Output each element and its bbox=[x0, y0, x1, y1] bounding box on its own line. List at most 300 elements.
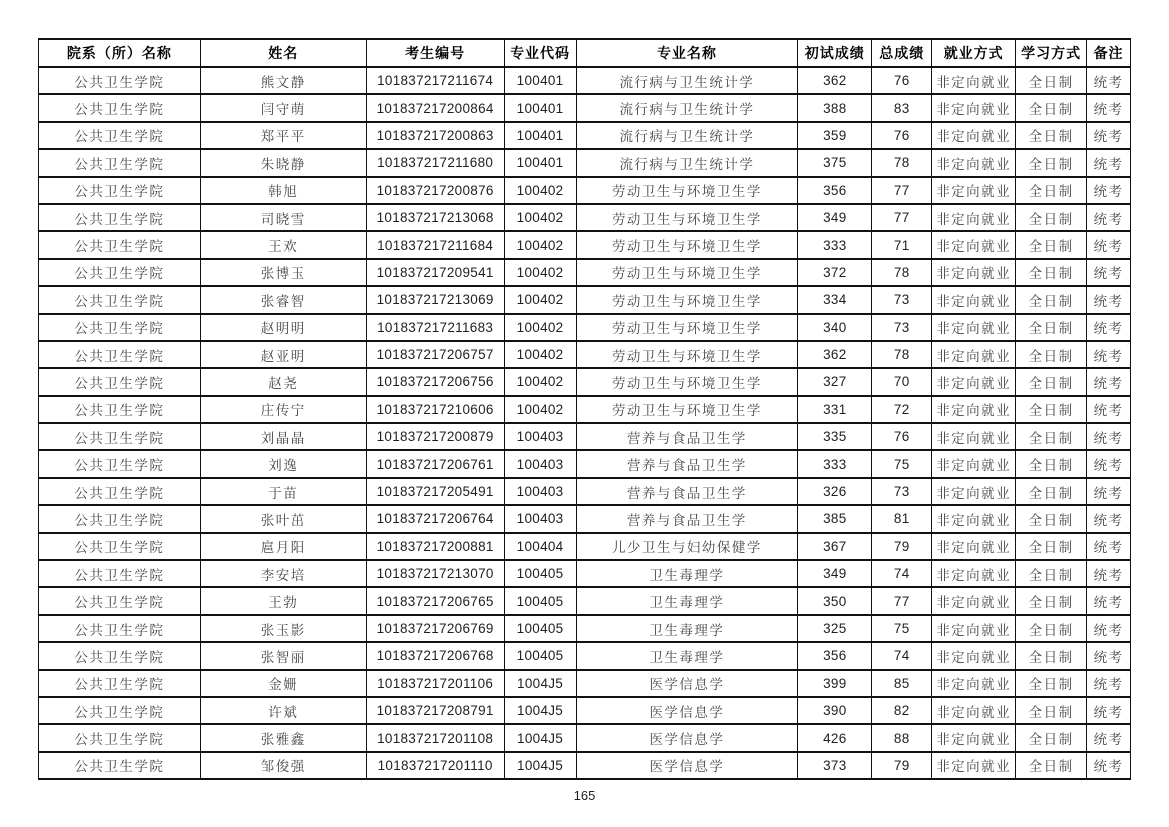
cell-major-name: 医学信息学 bbox=[576, 697, 798, 724]
cell-candidate-id: 101837217213068 bbox=[366, 204, 504, 231]
cell-major-code: 1004J5 bbox=[504, 724, 576, 751]
cell-major-code: 100404 bbox=[504, 533, 576, 560]
table-row bbox=[39, 615, 1131, 642]
cell-major-name: 医学信息学 bbox=[576, 670, 798, 697]
cell-employment-type: 非定向就业 bbox=[932, 122, 1016, 149]
cell-major-code: 100405 bbox=[504, 642, 576, 669]
table-row bbox=[39, 231, 1131, 258]
column-header-major-name: 专业名称 bbox=[576, 39, 798, 67]
cell-remark: 统考 bbox=[1087, 670, 1131, 697]
column-header-name: 姓名 bbox=[200, 39, 366, 67]
cell-study-mode: 全日制 bbox=[1016, 314, 1087, 341]
cell-employment-type: 非定向就业 bbox=[932, 314, 1016, 341]
cell-name: 刘逸 bbox=[200, 450, 366, 477]
cell-remark: 统考 bbox=[1087, 341, 1131, 368]
cell-major-code: 100402 bbox=[504, 286, 576, 313]
cell-department: 公共卫生学院 bbox=[39, 670, 201, 697]
cell-remark: 统考 bbox=[1087, 560, 1131, 587]
cell-study-mode: 全日制 bbox=[1016, 560, 1087, 587]
cell-name: 扈月阳 bbox=[200, 533, 366, 560]
cell-major-code: 1004J5 bbox=[504, 697, 576, 724]
cell-employment-type: 非定向就业 bbox=[932, 204, 1016, 231]
cell-major-code: 100403 bbox=[504, 450, 576, 477]
cell-initial-score: 335 bbox=[798, 423, 872, 450]
admission-results-table-container bbox=[38, 38, 1131, 780]
table-row bbox=[39, 478, 1131, 505]
cell-study-mode: 全日制 bbox=[1016, 204, 1087, 231]
cell-major-code: 100401 bbox=[504, 94, 576, 121]
cell-employment-type: 非定向就业 bbox=[932, 670, 1016, 697]
cell-study-mode: 全日制 bbox=[1016, 396, 1087, 423]
cell-study-mode: 全日制 bbox=[1016, 642, 1087, 669]
table-row bbox=[39, 533, 1131, 560]
cell-major-name: 流行病与卫生统计学 bbox=[576, 94, 798, 121]
cell-candidate-id: 101837217206761 bbox=[366, 450, 504, 477]
cell-initial-score: 372 bbox=[798, 259, 872, 286]
table-row bbox=[39, 724, 1131, 751]
column-header-remark: 备注 bbox=[1087, 39, 1131, 67]
cell-study-mode: 全日制 bbox=[1016, 752, 1087, 779]
cell-major-name: 医学信息学 bbox=[576, 724, 798, 751]
cell-candidate-id: 101837217200863 bbox=[366, 122, 504, 149]
cell-major-code: 100405 bbox=[504, 560, 576, 587]
cell-employment-type: 非定向就业 bbox=[932, 423, 1016, 450]
cell-name: 赵尧 bbox=[200, 368, 366, 395]
cell-candidate-id: 101837217200881 bbox=[366, 533, 504, 560]
cell-remark: 统考 bbox=[1087, 204, 1131, 231]
cell-initial-score: 388 bbox=[798, 94, 872, 121]
cell-department: 公共卫生学院 bbox=[39, 67, 201, 94]
cell-department: 公共卫生学院 bbox=[39, 314, 201, 341]
cell-remark: 统考 bbox=[1087, 450, 1131, 477]
cell-initial-score: 349 bbox=[798, 204, 872, 231]
cell-employment-type: 非定向就业 bbox=[932, 149, 1016, 176]
cell-remark: 统考 bbox=[1087, 724, 1131, 751]
table-row bbox=[39, 752, 1131, 779]
cell-major-code: 100401 bbox=[504, 149, 576, 176]
cell-remark: 统考 bbox=[1087, 149, 1131, 176]
cell-remark: 统考 bbox=[1087, 587, 1131, 614]
cell-major-code: 100402 bbox=[504, 177, 576, 204]
cell-total-score: 76 bbox=[872, 67, 932, 94]
cell-employment-type: 非定向就业 bbox=[932, 94, 1016, 121]
cell-major-code: 100401 bbox=[504, 67, 576, 94]
cell-name: 庄传宁 bbox=[200, 396, 366, 423]
cell-total-score: 78 bbox=[872, 341, 932, 368]
cell-major-name: 劳动卫生与环境卫生学 bbox=[576, 231, 798, 258]
cell-total-score: 71 bbox=[872, 231, 932, 258]
cell-department: 公共卫生学院 bbox=[39, 396, 201, 423]
cell-name: 邹俊强 bbox=[200, 752, 366, 779]
cell-initial-score: 373 bbox=[798, 752, 872, 779]
cell-candidate-id: 101837217201108 bbox=[366, 724, 504, 751]
cell-total-score: 70 bbox=[872, 368, 932, 395]
cell-employment-type: 非定向就业 bbox=[932, 450, 1016, 477]
cell-candidate-id: 101837217201110 bbox=[366, 752, 504, 779]
cell-candidate-id: 101837217211674 bbox=[366, 67, 504, 94]
cell-total-score: 85 bbox=[872, 670, 932, 697]
cell-remark: 统考 bbox=[1087, 368, 1131, 395]
cell-department: 公共卫生学院 bbox=[39, 286, 201, 313]
cell-study-mode: 全日制 bbox=[1016, 231, 1087, 258]
cell-candidate-id: 101837217210606 bbox=[366, 396, 504, 423]
cell-department: 公共卫生学院 bbox=[39, 505, 201, 532]
cell-major-name: 儿少卫生与妇幼保健学 bbox=[576, 533, 798, 560]
cell-employment-type: 非定向就业 bbox=[932, 231, 1016, 258]
cell-major-code: 100402 bbox=[504, 231, 576, 258]
cell-major-code: 100402 bbox=[504, 314, 576, 341]
cell-department: 公共卫生学院 bbox=[39, 94, 201, 121]
column-header-department: 院系（所）名称 bbox=[39, 39, 201, 67]
cell-name: 张玉影 bbox=[200, 615, 366, 642]
cell-name: 张雅鑫 bbox=[200, 724, 366, 751]
table-row bbox=[39, 587, 1131, 614]
cell-candidate-id: 101837217213069 bbox=[366, 286, 504, 313]
cell-total-score: 77 bbox=[872, 204, 932, 231]
cell-study-mode: 全日制 bbox=[1016, 670, 1087, 697]
cell-employment-type: 非定向就业 bbox=[932, 560, 1016, 587]
cell-total-score: 78 bbox=[872, 149, 932, 176]
cell-candidate-id: 101837217200879 bbox=[366, 423, 504, 450]
cell-major-name: 劳动卫生与环境卫生学 bbox=[576, 204, 798, 231]
cell-major-code: 100405 bbox=[504, 615, 576, 642]
cell-name: 熊文静 bbox=[200, 67, 366, 94]
table-row bbox=[39, 122, 1131, 149]
cell-candidate-id: 101837217206764 bbox=[366, 505, 504, 532]
cell-total-score: 73 bbox=[872, 314, 932, 341]
cell-department: 公共卫生学院 bbox=[39, 450, 201, 477]
cell-remark: 统考 bbox=[1087, 505, 1131, 532]
cell-initial-score: 375 bbox=[798, 149, 872, 176]
cell-major-code: 100402 bbox=[504, 204, 576, 231]
cell-department: 公共卫生学院 bbox=[39, 368, 201, 395]
cell-employment-type: 非定向就业 bbox=[932, 697, 1016, 724]
table-row bbox=[39, 642, 1131, 669]
cell-name: 赵明明 bbox=[200, 314, 366, 341]
cell-employment-type: 非定向就业 bbox=[932, 615, 1016, 642]
cell-major-code: 1004J5 bbox=[504, 670, 576, 697]
column-header-study-mode: 学习方式 bbox=[1016, 39, 1087, 67]
table-row bbox=[39, 341, 1131, 368]
cell-candidate-id: 101837217211683 bbox=[366, 314, 504, 341]
table-row bbox=[39, 259, 1131, 286]
cell-total-score: 74 bbox=[872, 560, 932, 587]
cell-initial-score: 333 bbox=[798, 450, 872, 477]
table-row bbox=[39, 314, 1131, 341]
cell-study-mode: 全日制 bbox=[1016, 368, 1087, 395]
cell-initial-score: 340 bbox=[798, 314, 872, 341]
cell-major-name: 流行病与卫生统计学 bbox=[576, 122, 798, 149]
cell-study-mode: 全日制 bbox=[1016, 587, 1087, 614]
cell-employment-type: 非定向就业 bbox=[932, 341, 1016, 368]
cell-study-mode: 全日制 bbox=[1016, 615, 1087, 642]
cell-study-mode: 全日制 bbox=[1016, 67, 1087, 94]
table-row bbox=[39, 450, 1131, 477]
cell-total-score: 73 bbox=[872, 286, 932, 313]
cell-candidate-id: 101837217206757 bbox=[366, 341, 504, 368]
cell-remark: 统考 bbox=[1087, 122, 1131, 149]
cell-major-code: 100402 bbox=[504, 341, 576, 368]
cell-study-mode: 全日制 bbox=[1016, 286, 1087, 313]
cell-name: 闫守萌 bbox=[200, 94, 366, 121]
cell-department: 公共卫生学院 bbox=[39, 560, 201, 587]
cell-initial-score: 385 bbox=[798, 505, 872, 532]
cell-major-name: 卫生毒理学 bbox=[576, 642, 798, 669]
cell-initial-score: 426 bbox=[798, 724, 872, 751]
cell-name: 金姗 bbox=[200, 670, 366, 697]
cell-initial-score: 327 bbox=[798, 368, 872, 395]
table-row bbox=[39, 94, 1131, 121]
cell-employment-type: 非定向就业 bbox=[932, 587, 1016, 614]
column-header-total-score: 总成绩 bbox=[872, 39, 932, 67]
cell-name: 郑平平 bbox=[200, 122, 366, 149]
cell-major-code: 100403 bbox=[504, 505, 576, 532]
cell-initial-score: 399 bbox=[798, 670, 872, 697]
cell-initial-score: 356 bbox=[798, 642, 872, 669]
cell-department: 公共卫生学院 bbox=[39, 587, 201, 614]
cell-remark: 统考 bbox=[1087, 67, 1131, 94]
cell-employment-type: 非定向就业 bbox=[932, 752, 1016, 779]
cell-initial-score: 390 bbox=[798, 697, 872, 724]
table-row bbox=[39, 505, 1131, 532]
table-row bbox=[39, 177, 1131, 204]
cell-employment-type: 非定向就业 bbox=[932, 67, 1016, 94]
cell-employment-type: 非定向就业 bbox=[932, 286, 1016, 313]
cell-initial-score: 362 bbox=[798, 341, 872, 368]
cell-major-code: 1004J5 bbox=[504, 752, 576, 779]
cell-department: 公共卫生学院 bbox=[39, 122, 201, 149]
cell-name: 朱晓静 bbox=[200, 149, 366, 176]
cell-department: 公共卫生学院 bbox=[39, 642, 201, 669]
cell-remark: 统考 bbox=[1087, 615, 1131, 642]
cell-total-score: 79 bbox=[872, 533, 932, 560]
cell-study-mode: 全日制 bbox=[1016, 724, 1087, 751]
cell-total-score: 76 bbox=[872, 122, 932, 149]
table-row bbox=[39, 368, 1131, 395]
cell-name: 司晓雪 bbox=[200, 204, 366, 231]
cell-name: 张睿智 bbox=[200, 286, 366, 313]
cell-major-name: 劳动卫生与环境卫生学 bbox=[576, 341, 798, 368]
cell-candidate-id: 101837217211680 bbox=[366, 149, 504, 176]
cell-study-mode: 全日制 bbox=[1016, 450, 1087, 477]
cell-candidate-id: 101837217209541 bbox=[366, 259, 504, 286]
cell-total-score: 73 bbox=[872, 478, 932, 505]
cell-major-name: 劳动卫生与环境卫生学 bbox=[576, 314, 798, 341]
cell-name: 张博玉 bbox=[200, 259, 366, 286]
cell-major-name: 劳动卫生与环境卫生学 bbox=[576, 368, 798, 395]
cell-remark: 统考 bbox=[1087, 94, 1131, 121]
cell-total-score: 79 bbox=[872, 752, 932, 779]
cell-major-code: 100403 bbox=[504, 478, 576, 505]
cell-remark: 统考 bbox=[1087, 231, 1131, 258]
cell-remark: 统考 bbox=[1087, 177, 1131, 204]
cell-initial-score: 325 bbox=[798, 615, 872, 642]
cell-total-score: 81 bbox=[872, 505, 932, 532]
cell-major-name: 劳动卫生与环境卫生学 bbox=[576, 259, 798, 286]
cell-candidate-id: 101837217206756 bbox=[366, 368, 504, 395]
cell-study-mode: 全日制 bbox=[1016, 259, 1087, 286]
cell-department: 公共卫生学院 bbox=[39, 423, 201, 450]
cell-remark: 统考 bbox=[1087, 423, 1131, 450]
cell-major-name: 卫生毒理学 bbox=[576, 615, 798, 642]
cell-total-score: 76 bbox=[872, 423, 932, 450]
cell-employment-type: 非定向就业 bbox=[932, 642, 1016, 669]
table-row bbox=[39, 67, 1131, 94]
table-row bbox=[39, 670, 1131, 697]
cell-major-name: 营养与食品卫生学 bbox=[576, 450, 798, 477]
cell-name: 赵亚明 bbox=[200, 341, 366, 368]
column-header-candidate-id: 考生编号 bbox=[366, 39, 504, 67]
cell-major-code: 100403 bbox=[504, 423, 576, 450]
cell-study-mode: 全日制 bbox=[1016, 149, 1087, 176]
cell-major-name: 营养与食品卫生学 bbox=[576, 505, 798, 532]
cell-candidate-id: 101837217205491 bbox=[366, 478, 504, 505]
cell-remark: 统考 bbox=[1087, 478, 1131, 505]
cell-major-name: 卫生毒理学 bbox=[576, 587, 798, 614]
cell-total-score: 78 bbox=[872, 259, 932, 286]
cell-employment-type: 非定向就业 bbox=[932, 396, 1016, 423]
admission-results-table bbox=[38, 38, 1131, 780]
cell-total-score: 75 bbox=[872, 450, 932, 477]
cell-major-name: 营养与食品卫生学 bbox=[576, 423, 798, 450]
cell-major-code: 100405 bbox=[504, 587, 576, 614]
table-row bbox=[39, 423, 1131, 450]
column-header-major-code: 专业代码 bbox=[504, 39, 576, 67]
cell-name: 刘晶晶 bbox=[200, 423, 366, 450]
cell-total-score: 75 bbox=[872, 615, 932, 642]
page-number: 165 bbox=[573, 788, 596, 803]
cell-major-name: 劳动卫生与环境卫生学 bbox=[576, 177, 798, 204]
cell-department: 公共卫生学院 bbox=[39, 752, 201, 779]
table-row bbox=[39, 560, 1131, 587]
cell-initial-score: 359 bbox=[798, 122, 872, 149]
cell-department: 公共卫生学院 bbox=[39, 478, 201, 505]
cell-study-mode: 全日制 bbox=[1016, 423, 1087, 450]
cell-employment-type: 非定向就业 bbox=[932, 505, 1016, 532]
cell-department: 公共卫生学院 bbox=[39, 341, 201, 368]
cell-remark: 统考 bbox=[1087, 533, 1131, 560]
cell-initial-score: 326 bbox=[798, 478, 872, 505]
cell-employment-type: 非定向就业 bbox=[932, 259, 1016, 286]
cell-major-name: 劳动卫生与环境卫生学 bbox=[576, 286, 798, 313]
cell-department: 公共卫生学院 bbox=[39, 615, 201, 642]
cell-remark: 统考 bbox=[1087, 286, 1131, 313]
cell-initial-score: 349 bbox=[798, 560, 872, 587]
table-header-row bbox=[39, 39, 1131, 67]
cell-department: 公共卫生学院 bbox=[39, 533, 201, 560]
cell-candidate-id: 101837217213070 bbox=[366, 560, 504, 587]
table-row bbox=[39, 149, 1131, 176]
cell-study-mode: 全日制 bbox=[1016, 177, 1087, 204]
cell-study-mode: 全日制 bbox=[1016, 533, 1087, 560]
cell-name: 张智丽 bbox=[200, 642, 366, 669]
cell-candidate-id: 101837217200876 bbox=[366, 177, 504, 204]
cell-department: 公共卫生学院 bbox=[39, 149, 201, 176]
cell-study-mode: 全日制 bbox=[1016, 341, 1087, 368]
cell-candidate-id: 101837217206765 bbox=[366, 587, 504, 614]
cell-initial-score: 334 bbox=[798, 286, 872, 313]
cell-candidate-id: 101837217201106 bbox=[366, 670, 504, 697]
cell-study-mode: 全日制 bbox=[1016, 94, 1087, 121]
cell-name: 王勃 bbox=[200, 587, 366, 614]
cell-name: 李安培 bbox=[200, 560, 366, 587]
cell-initial-score: 350 bbox=[798, 587, 872, 614]
cell-candidate-id: 101837217208791 bbox=[366, 697, 504, 724]
cell-name: 王欢 bbox=[200, 231, 366, 258]
cell-employment-type: 非定向就业 bbox=[932, 724, 1016, 751]
cell-initial-score: 333 bbox=[798, 231, 872, 258]
cell-study-mode: 全日制 bbox=[1016, 478, 1087, 505]
cell-major-name: 劳动卫生与环境卫生学 bbox=[576, 396, 798, 423]
cell-name: 张叶茁 bbox=[200, 505, 366, 532]
cell-remark: 统考 bbox=[1087, 697, 1131, 724]
cell-department: 公共卫生学院 bbox=[39, 204, 201, 231]
cell-total-score: 77 bbox=[872, 177, 932, 204]
cell-employment-type: 非定向就业 bbox=[932, 478, 1016, 505]
cell-department: 公共卫生学院 bbox=[39, 177, 201, 204]
cell-initial-score: 362 bbox=[798, 67, 872, 94]
table-row bbox=[39, 396, 1131, 423]
cell-remark: 统考 bbox=[1087, 259, 1131, 286]
cell-name: 韩旭 bbox=[200, 177, 366, 204]
cell-initial-score: 331 bbox=[798, 396, 872, 423]
cell-employment-type: 非定向就业 bbox=[932, 177, 1016, 204]
cell-total-score: 83 bbox=[872, 94, 932, 121]
cell-initial-score: 356 bbox=[798, 177, 872, 204]
cell-major-name: 医学信息学 bbox=[576, 752, 798, 779]
cell-major-name: 流行病与卫生统计学 bbox=[576, 149, 798, 176]
cell-initial-score: 367 bbox=[798, 533, 872, 560]
cell-major-code: 100402 bbox=[504, 396, 576, 423]
cell-study-mode: 全日制 bbox=[1016, 505, 1087, 532]
cell-total-score: 74 bbox=[872, 642, 932, 669]
table-row bbox=[39, 204, 1131, 231]
cell-department: 公共卫生学院 bbox=[39, 231, 201, 258]
cell-major-code: 100402 bbox=[504, 368, 576, 395]
cell-employment-type: 非定向就业 bbox=[932, 368, 1016, 395]
cell-remark: 统考 bbox=[1087, 314, 1131, 341]
cell-total-score: 77 bbox=[872, 587, 932, 614]
cell-total-score: 88 bbox=[872, 724, 932, 751]
cell-candidate-id: 101837217200864 bbox=[366, 94, 504, 121]
cell-department: 公共卫生学院 bbox=[39, 724, 201, 751]
cell-name: 许斌 bbox=[200, 697, 366, 724]
cell-candidate-id: 101837217206769 bbox=[366, 615, 504, 642]
table-row bbox=[39, 697, 1131, 724]
cell-total-score: 72 bbox=[872, 396, 932, 423]
cell-major-name: 卫生毒理学 bbox=[576, 560, 798, 587]
column-header-employment-type: 就业方式 bbox=[932, 39, 1016, 67]
table-row bbox=[39, 286, 1131, 313]
cell-major-name: 营养与食品卫生学 bbox=[576, 478, 798, 505]
cell-remark: 统考 bbox=[1087, 752, 1131, 779]
cell-major-code: 100401 bbox=[504, 122, 576, 149]
cell-name: 于苗 bbox=[200, 478, 366, 505]
column-header-initial-score: 初试成绩 bbox=[798, 39, 872, 67]
cell-candidate-id: 101837217211684 bbox=[366, 231, 504, 258]
cell-remark: 统考 bbox=[1087, 396, 1131, 423]
cell-remark: 统考 bbox=[1087, 642, 1131, 669]
cell-employment-type: 非定向就业 bbox=[932, 533, 1016, 560]
cell-major-name: 流行病与卫生统计学 bbox=[576, 67, 798, 94]
cell-candidate-id: 101837217206768 bbox=[366, 642, 504, 669]
cell-study-mode: 全日制 bbox=[1016, 697, 1087, 724]
cell-department: 公共卫生学院 bbox=[39, 697, 201, 724]
cell-study-mode: 全日制 bbox=[1016, 122, 1087, 149]
cell-major-code: 100402 bbox=[504, 259, 576, 286]
cell-total-score: 82 bbox=[872, 697, 932, 724]
cell-department: 公共卫生学院 bbox=[39, 259, 201, 286]
